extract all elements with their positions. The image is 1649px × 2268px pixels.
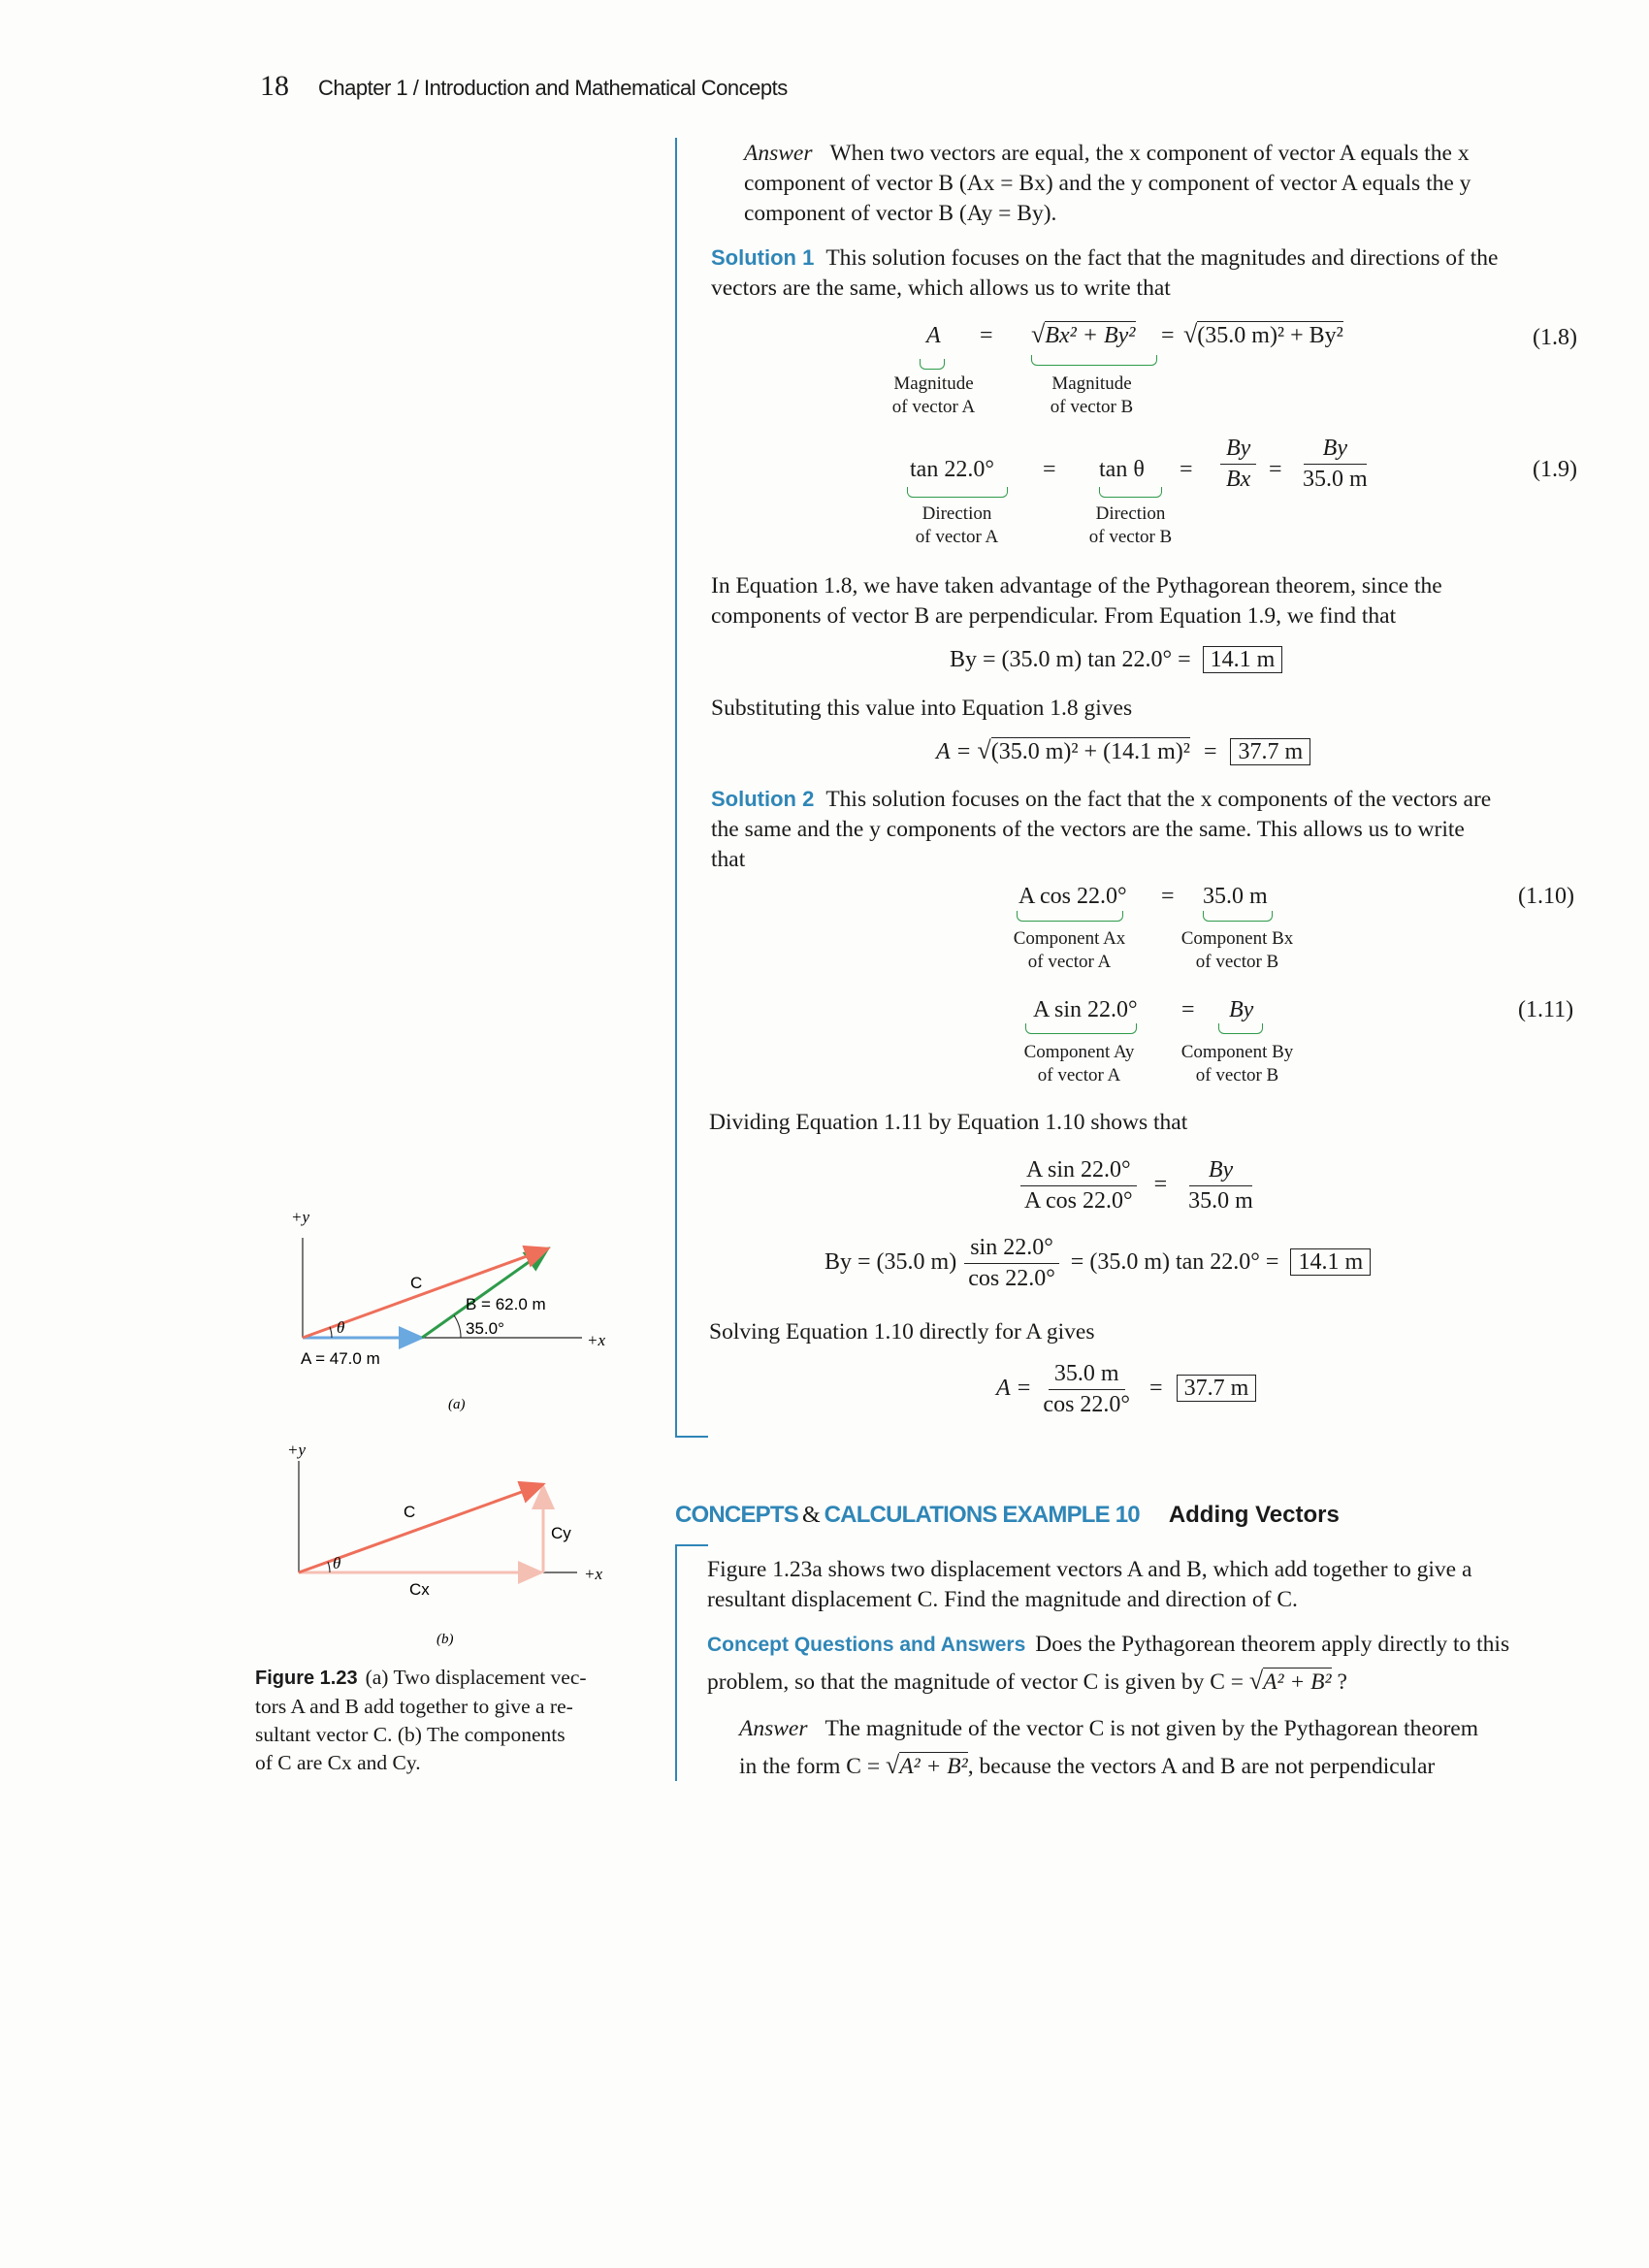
solution2-paragraph: Solution 2 This solution focuses on the fact that the x components of the vectors are the same and the y components of the vectors are the same. This allows us to write that <box>711 787 1492 872</box>
eq110-number: (1.10) <box>1518 884 1574 909</box>
eq111-label-b: Component By of vector B <box>1180 1042 1294 1085</box>
solving-text: Solving Equation 1.10 directly for A gives <box>709 1319 1095 1345</box>
answer-line-1: When two vectors are equal, the x component of vector A equals the x <box>829 141 1470 166</box>
fig-a-caption-letter: (a) <box>448 1397 466 1412</box>
fig-b-plus-x: +x <box>584 1565 603 1583</box>
solution2-heading: Solution 2 <box>711 787 815 811</box>
solution1-line-2: vectors are the same, which allows us to write that <box>711 275 1171 301</box>
fig-b-label-cy: Cy <box>551 1524 571 1542</box>
eq18-lhs: A <box>926 323 941 348</box>
solution1-heading: Solution 1 <box>711 245 815 270</box>
example10-answer: Answer The magnitude of the vector C is not given by the Pythagorean theorem in the form C = √A² + B², because the vectors A and B are not perpendicular <box>739 1716 1478 1779</box>
pyth-paragraph: In Equation 1.8, we have taken advantage of the Pythagorean theorem, since the components of vector B are perpendicular. From Equation 1.9, we find that <box>711 573 1442 629</box>
fig-a-plus-y: +y <box>291 1208 310 1226</box>
subst-text: Substituting this value into Equation 1.8 gives <box>711 696 1133 721</box>
result-a-1: A = √(35.0 m)² + (14.1 m)² = 37.7 m <box>936 736 1310 765</box>
figure-1-23a <box>281 1203 621 1426</box>
fig-b-plus-y: +y <box>287 1441 307 1459</box>
eq110-brace-a <box>1017 909 1123 923</box>
ratio-equation: $\frac{\text{A sin 22.0°}}{\text{A cos 22.0°}}$ = $\frac{By}{35.0 m}$ <box>1018 1157 1259 1215</box>
angle-arc-35 <box>454 1315 461 1338</box>
solution1-paragraph <box>711 243 1589 304</box>
fig-b-label-theta: θ <box>333 1554 341 1572</box>
eq110-brace-b <box>1203 909 1273 923</box>
by-equation-2: By = (35.0 m) $\frac{\sin 22.0^\circ}{\cos 22.0^\circ}$ = (35.0 m) tan 22.0° = 14.1 m <box>824 1235 1371 1292</box>
figure-caption-title: Figure 1.23 <box>255 1668 358 1689</box>
eq18-root1: √Bx² + By² <box>1031 320 1136 348</box>
answer-line-2: component of vector B (Ax = Bx) and the y component of vector A equals the y <box>744 171 1471 196</box>
dividing-text: Dividing Equation 1.11 by Equation 1.10 shows that <box>709 1110 1188 1135</box>
eq18-brace-b <box>1031 353 1157 368</box>
eq18-brace-a <box>920 357 945 372</box>
cq-heading: Concept Questions and Answers <box>707 1634 1026 1656</box>
fig-a-label-b: B = 62.0 m <box>466 1295 546 1313</box>
eq18-root2: √(35.0 m)² + By² <box>1183 320 1343 348</box>
eq18-label-a: Magnitude of vector A <box>891 373 976 417</box>
example10-heading: CONCEPTS & CALCULATIONS EXAMPLE 10 Adding Vectors <box>675 1502 1340 1528</box>
eq111-brace-b <box>1218 1021 1263 1036</box>
eq19-lhs: tan 22.0° <box>910 457 994 482</box>
eq19-frac2: $\frac{By}{35.0 m}$ <box>1303 436 1368 492</box>
eq19-label-b: Direction of vector B <box>1088 503 1173 547</box>
eq110-label-b: Component Bx of vector B <box>1180 928 1294 972</box>
page-header <box>260 70 788 105</box>
eq19-brace-a <box>907 485 1008 500</box>
answer-paragraph <box>744 139 1588 229</box>
eq110-rhs: 35.0 m <box>1203 884 1268 909</box>
eq110-eq: = <box>1161 884 1175 909</box>
answer-box-by-2: 14.1 m <box>1290 1248 1371 1276</box>
eq111-lhs: A sin 22.0° <box>1033 997 1138 1022</box>
example10-intro: Figure 1.23a shows two displacement vectors A and B, which add together to give a resultant displacement C. Find the magnitude and direction of C. <box>707 1557 1472 1612</box>
eq19-mid: tan θ <box>1099 457 1145 482</box>
answer-box-a-2: 37.7 m <box>1177 1375 1257 1402</box>
eq18-equals2: = <box>1161 323 1175 348</box>
solution1-line-1: This solution focuses on the fact that the magnitudes and directions of the <box>825 245 1499 271</box>
theta-arc-b <box>328 1562 330 1572</box>
eq19-eq2: = <box>1180 457 1193 482</box>
running-title: Chapter 1 / Introduction and Mathematical Concepts <box>318 76 788 100</box>
eq18-number: (1.8) <box>1533 325 1577 350</box>
example-rule-top-foot <box>675 1436 708 1438</box>
eq19-eq3: = <box>1269 457 1282 482</box>
fig-a-label-a: A = 47.0 m <box>301 1349 380 1368</box>
fig-b-label-cx: Cx <box>409 1580 430 1599</box>
eq110-label-a: Component Ax of vector A <box>1013 928 1126 972</box>
eq18-label-b: Magnitude of vector B <box>1050 373 1134 417</box>
eq111-number: (1.11) <box>1518 997 1574 1022</box>
figure-caption: Figure 1.23 (a) Two displacement vec- tors A and B add together to give a re- sultant vector C. (b) The components of C are Cx and Cy. <box>255 1666 587 1774</box>
page-number: 18 <box>260 70 289 102</box>
eq111-label-a: Component Ay of vector A <box>1023 1042 1135 1085</box>
eq111-brace-a <box>1025 1021 1137 1036</box>
answer-box-by-1: 14.1 m <box>1203 646 1283 673</box>
eq111-rhs: By <box>1229 997 1254 1022</box>
answer-line-3: component of vector B (Ay = By). <box>744 201 1057 226</box>
fig-a-label-c: C <box>410 1274 423 1292</box>
fig-b-label-c: C <box>404 1503 416 1521</box>
a-equation-2: A = $\frac{35.0 m}{\cos 22.0^\circ}$ = 37.7 m <box>996 1361 1256 1418</box>
eq19-eq1: = <box>1043 457 1056 482</box>
eq19-frac1: $\frac{By}{Bx}$ <box>1220 436 1256 493</box>
example-rule-top <box>675 138 677 1438</box>
example-rule-bottom <box>675 1544 677 1781</box>
example-rule-bottom-head <box>675 1544 708 1546</box>
fig-a-plus-x: +x <box>587 1331 606 1349</box>
result-by-1: By = (35.0 m) tan 22.0° = 14.1 m <box>950 647 1282 673</box>
answer-label: Answer <box>744 141 813 166</box>
example10-title: Adding Vectors <box>1168 1502 1340 1528</box>
concept-questions: Concept Questions and Answers Does the Pythagorean theorem apply directly to this problem, so that the magnitude of vector C is given by C = √A² + B² ? <box>707 1632 1510 1695</box>
fig-a-label-angle: 35.0° <box>466 1319 504 1338</box>
answer-box-a-1: 37.7 m <box>1230 738 1310 765</box>
eq18-equals: = <box>980 323 993 348</box>
fig-a-label-theta: θ <box>337 1318 345 1337</box>
eq19-label-a: Direction of vector A <box>915 503 999 547</box>
eq19-brace-b <box>1099 485 1162 500</box>
eq110-lhs: A cos 22.0° <box>1018 884 1127 909</box>
fig-b-caption-letter: (b) <box>436 1632 454 1647</box>
eq19-number: (1.9) <box>1533 457 1577 482</box>
figure-1-23b <box>281 1440 621 1653</box>
eq111-eq: = <box>1181 997 1195 1022</box>
